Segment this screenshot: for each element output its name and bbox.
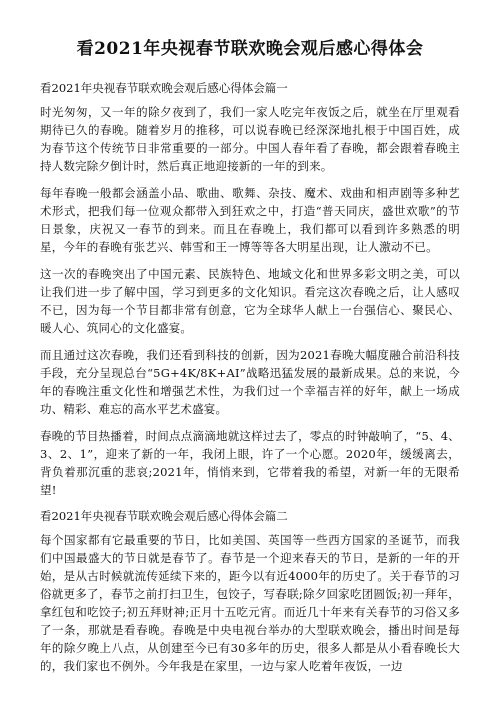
paragraph: 而且通过这次春晚，我们还看到科技的创新，因为2021春晚大幅度融合前沿科技手段，充分呈现总台“5G+4K/8K+AI”战略迅猛发展的最新成果。总的来说，今年的春晚注重文化性和增强艺术性，为我们过一个幸福吉祥的好年，献上一场成功、精彩、难忘的高水平艺术盛宴。 xyxy=(40,348,460,416)
paragraph: 每年春晚一般都会涵盖小品、歌曲、歌舞、杂技、魔术、戏曲和相声剧等多种艺术形式，把我们每一位观众都带入到狂欢之中，打造“普天同庆，盛世欢歌”的节日景象，庆祝又一春节的到来。而且在春晚上，我们都可以看到许多熟悉的明星，今年的春晚有张艺兴、韩雪和王一博等等各大明星出现，让人激动不已。 xyxy=(40,186,460,254)
paragraph: 这一次的春晚突出了中国元素、民族特色、地域文化和世界多彩文明之美，可以让我们进一步了解中国，学习到更多的文化知识。看完这次春晚之后，让人感叹不已，因为每一个节目都非常有创意，它为全球华人献上一台强信心、聚民心、暖人心、筑同心的文化盛宴。 xyxy=(40,267,460,335)
paragraph: 每个国家都有它最重要的节日，比如美国、英国等一些西方国家的圣诞节，而我们中国最盛大的节日就是春节了。春节是一个迎来春天的节日，是新的一年的开始，是从古时候就流传延续下来的，距今以有近4000年的历史了。关于春节的习俗就更多了，春节之前打扫卫生，包饺子，写春联;除夕回家吃团圆饭;初一拜年，拿红包和吃饺子;初五拜财神;正月十五吃元宵。而近几十年来有关春节的习俗又多了一条，那就是看春晚。春晚是中央电视台举办的大型联欢晚会，播出时间是每年的除夕晚上八点，从创建至今已有30多年的历史，很多人都是从小看春晚长大的，我们家也不例外。今年我是在家里，一边与家人吃着年夜饭，一边 xyxy=(40,533,460,673)
paragraph: 时光匆匆，又一年的除夕夜到了，我们一家人吃完年夜饭之后，就坐在厅里观看期待已久的春晚。随着岁月的推移，可以说春晚已经深深地扎根于中国百姓，成为春节这个传统节日非常重要的一部分。中国人春年看了春晚，都会跟着春晚主持人数完除夕倒计时，然后真正地迎接新的一年的到来。 xyxy=(40,105,460,173)
document-title: 看2021年央视春节联欢晚会观后感心得体会 xyxy=(76,39,424,59)
section-heading-2: 看2021年央视春节联欢晚会观后感心得体会篇二 xyxy=(40,509,288,523)
paragraph: 春晚的节目热播着，时间点点滴滴地就这样过去了，零点的时钟敲响了，“5、4、3、2、1”，迎来了新的一年，我闭上眼，许了一个心愿。2020年，缓缓离去，背负着那沉重的悲哀;2021年，悄悄来到，它带着我的希望，对新一年的无限希望! xyxy=(40,429,460,497)
section-heading-1: 看2021年央视春节联欢晚会观后感心得体会篇一 xyxy=(40,81,288,95)
